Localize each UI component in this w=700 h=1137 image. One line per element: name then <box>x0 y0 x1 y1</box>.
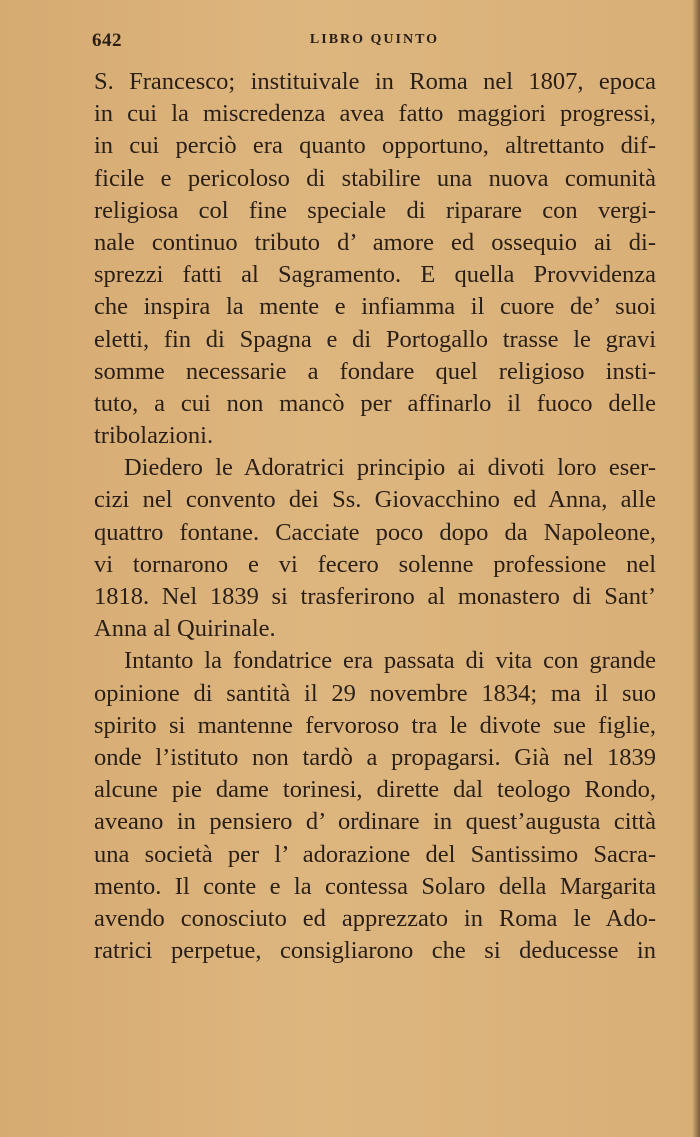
text-line: in cui la miscredenza avea fatto maggiori progressi, <box>94 100 656 128</box>
text-line: aveano in pensiero d’ ordinare in quest’augusta città <box>94 808 656 836</box>
text-line: mento. Il conte e la contessa Solaro della Margarita <box>94 872 656 900</box>
paragraph-2 <box>94 452 656 645</box>
text-line: onde l’istituto non tardò a propagarsi. Già nel 1839 <box>94 743 656 771</box>
text-line: vi tornarono e vi fecero solenne professione nel <box>94 550 656 578</box>
text-line: tuto, a cui non mancò per affinarlo il fuoco delle <box>94 389 656 417</box>
text-line: alcune pie dame torinesi, dirette dal teologo Rondo, <box>94 776 656 804</box>
text-line: 1818. Nel 1839 si trasferirono al monastero di Sant’ <box>94 583 656 610</box>
text-line: quattro fontane. Cacciate poco dopo da Napoleone, <box>94 518 656 546</box>
text-line: una società per l’ adorazione del Santissimo Sacra- <box>94 840 656 868</box>
text-line: che inspira la mente e infiamma il cuore de’ suoi <box>94 293 656 321</box>
text-line: sprezzi fatti al Sagramento. E quella Provvidenza <box>94 261 656 289</box>
text-line: Intanto la fondatrice era passata di vita con grande <box>124 647 656 675</box>
running-head: LIBRO QUINTO <box>309 32 440 47</box>
text-line: ratrici perpetue, consigliarono che si deducesse in <box>94 937 656 965</box>
text-line: avendo conosciuto ed apprezzato in Roma le Ado- <box>94 904 656 932</box>
page-edge-shadow <box>692 0 700 1137</box>
text-line: nale continuo tributo d’ amore ed ossequio ai di- <box>94 228 656 256</box>
text-line: tribolazioni. <box>94 422 214 450</box>
text-line: spirito si mantenne fervoroso tra le divote sue figlie, <box>94 711 656 739</box>
body-text <box>94 66 656 967</box>
text-line: somme necessarie a fondare quel religioso insti- <box>94 357 656 385</box>
paragraph-1 <box>94 66 656 452</box>
page-number: 642 <box>92 30 122 51</box>
text-line: eletti, fin di Spagna e di Portogallo trasse le gravi <box>94 325 656 353</box>
text-line: Diedero le Adoratrici principio ai divoti loro eser- <box>124 454 656 482</box>
text-line: S. Francesco; instituivale in Roma nel 1807, epoca <box>94 68 656 95</box>
text-line: in cui perciò era quanto opportuno, altrettanto dif- <box>94 132 656 160</box>
text-line: Anna al Quirinale. <box>94 615 276 643</box>
text-line: cizi nel convento dei Ss. Giovacchino ed Anna, alle <box>94 486 656 514</box>
text-line: religiosa col fine speciale di riparare con vergi- <box>94 196 656 224</box>
text-line: ficile e pericoloso di stabilire una nuova comunità <box>94 164 656 192</box>
page-header <box>92 30 657 52</box>
text-line: opinione di santità il 29 novembre 1834; ma il suo <box>94 679 656 707</box>
paragraph-3 <box>94 645 656 967</box>
